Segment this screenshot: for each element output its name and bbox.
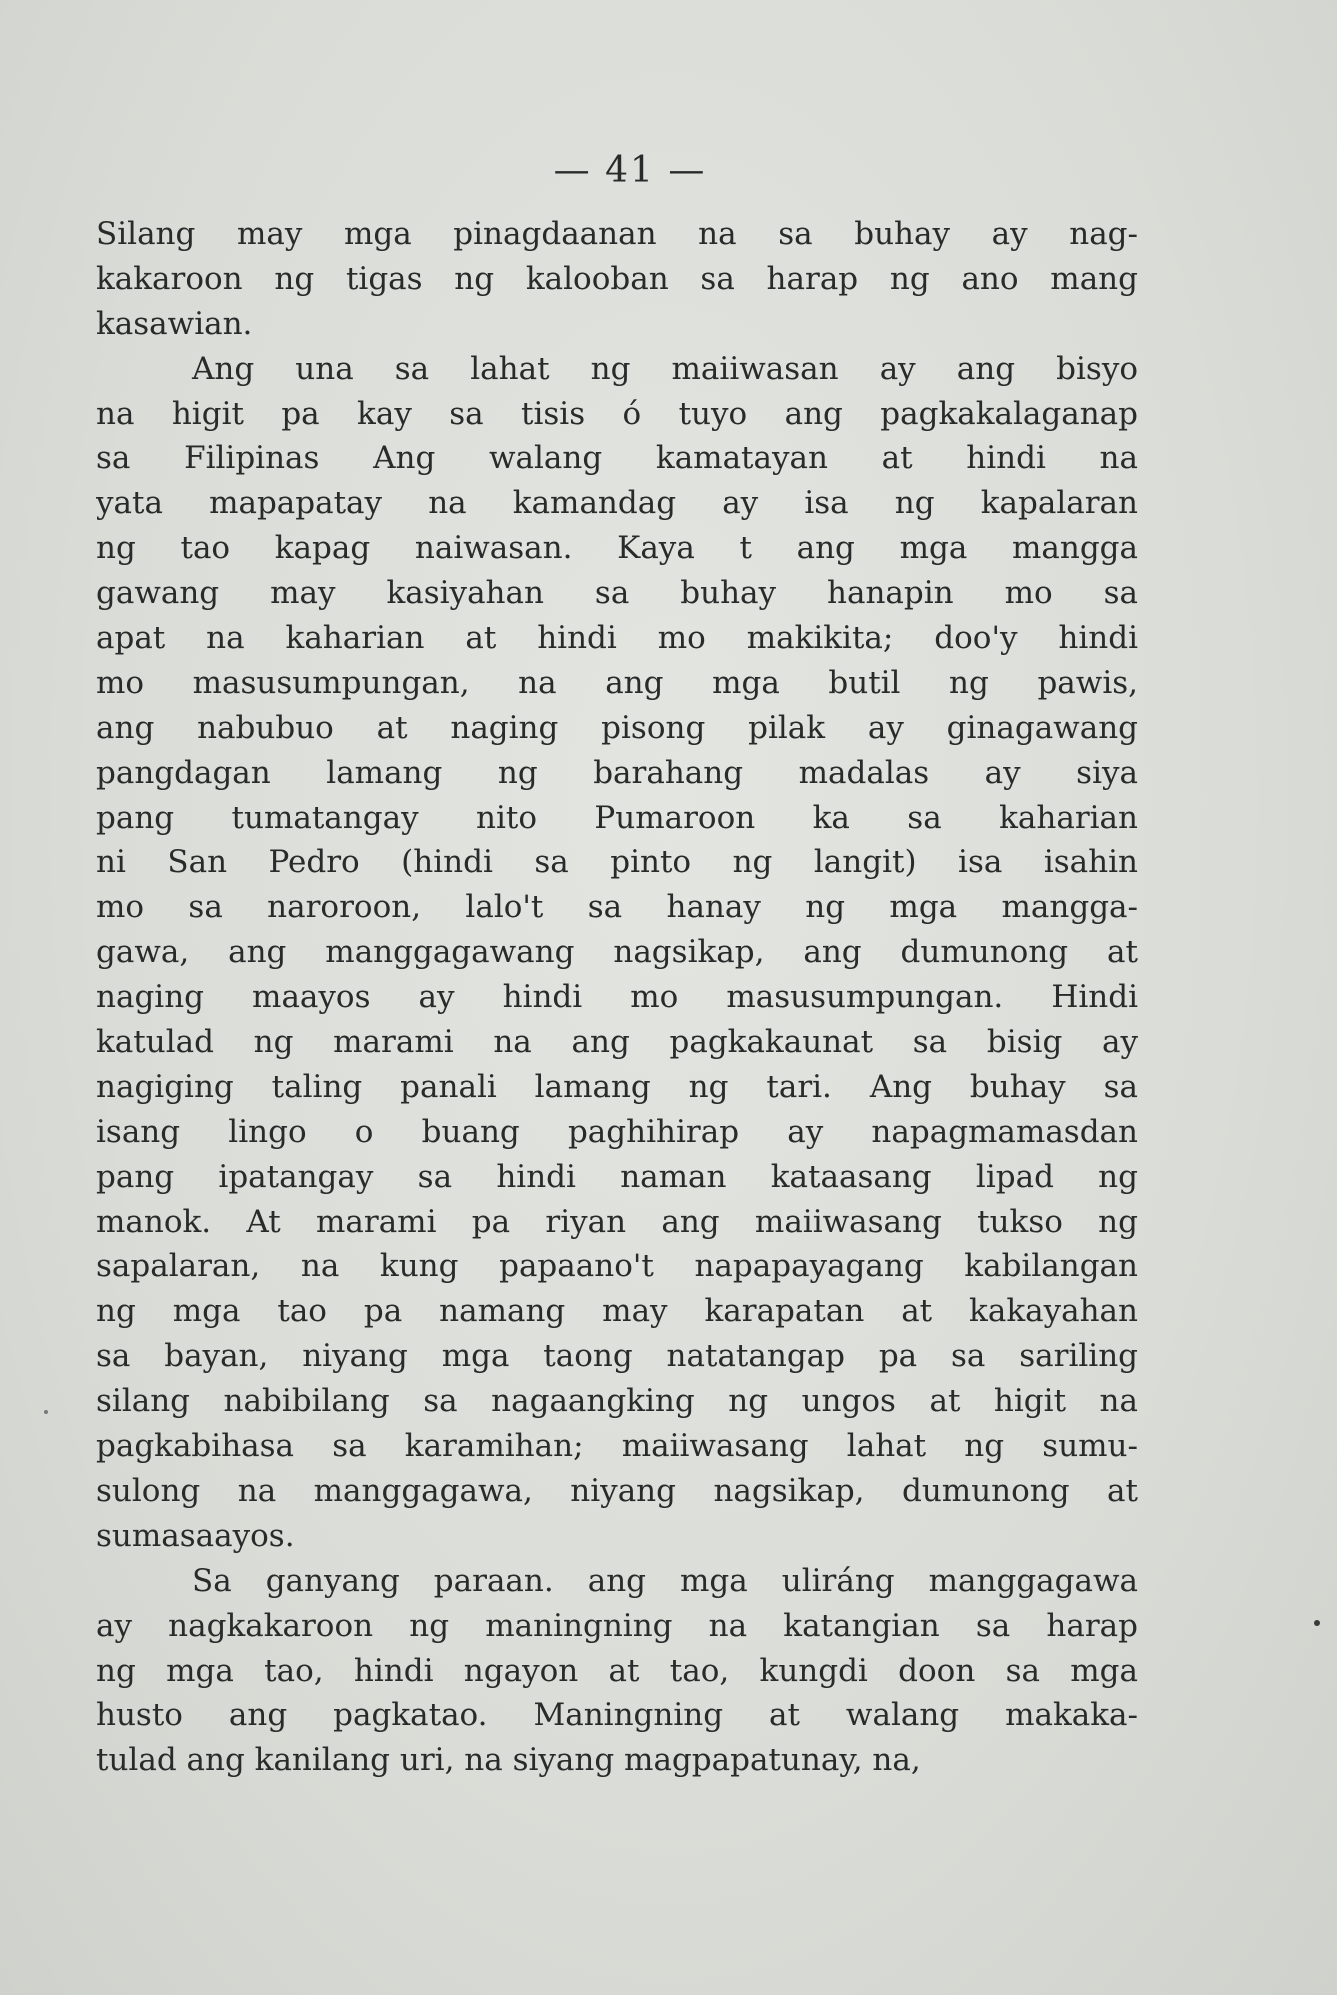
text-line: pang ipatangay sa hindi naman kataasang lipad ng (96, 1158, 1138, 1195)
text-line: katulad ng marami na ang pagkakaunat sa bisig ay (96, 1024, 1138, 1061)
text-line: pagkabihasa sa karamihan; maiiwasang lahat ng sumu- (96, 1428, 1138, 1465)
text-line: Sa ganyang paraan. ang mga uliráng manggagawa (192, 1562, 1138, 1599)
text-line: silang nabibilang sa nagaangking ng ungos at higit na (96, 1383, 1138, 1420)
page-number: — 41 — (553, 150, 707, 191)
text-line: mo sa naroroon, lalo't sa hanay ng mga mangga- (96, 889, 1138, 926)
text-line: ng mga tao, hindi ngayon at tao, kungdi doon sa mga (96, 1652, 1138, 1689)
ink-speck (1314, 1620, 1320, 1626)
text-line: gawa, ang manggagawang nagsikap, ang dumunong at (96, 934, 1138, 971)
text-line: yata mapapatay na kamandag ay isa ng kapalaran (96, 485, 1138, 522)
text-line: pangdagan lamang ng barahang madalas ay siya (96, 754, 1138, 791)
text-line: husto ang pagkatao. Maningning at walang makaka- (96, 1697, 1138, 1734)
text-line: ng tao kapag naiwasan. Kaya t ang mga mangga (96, 530, 1138, 567)
text-line: sulong na manggagawa, niyang nagsikap, dumunong at (96, 1472, 1138, 1509)
text-line: kasawian. (96, 305, 253, 342)
text-line: ay nagkakaroon ng maningning na katangian sa harap (96, 1607, 1138, 1644)
text-line: ni San Pedro (hindi sa pinto ng langit) isa isahin (96, 844, 1138, 881)
text-line: Silang may mga pinagdaanan na sa buhay ay nag- (96, 216, 1138, 252)
text-line: ang nabubuo at naging pisong pilak ay ginagawang (96, 709, 1138, 746)
text-line: manok. At marami pa riyan ang maiiwasang tukso ng (96, 1203, 1138, 1240)
text-line: apat na kaharian at hindi mo makikita; doo'y hindi (96, 620, 1138, 657)
ink-speck (44, 1410, 48, 1414)
text-line: sumasaayos. (96, 1517, 295, 1554)
text-line: pang tumatangay nito Pumaroon ka sa kaharian (96, 799, 1138, 836)
text-line: naging maayos ay hindi mo masusumpungan. Hindi (96, 979, 1138, 1016)
text-line: gawang may kasiyahan sa buhay hanapin mo sa (96, 575, 1138, 612)
text-line: sa bayan, niyang mga taong natatangap pa sa sariling (96, 1338, 1138, 1375)
text-line: kakaroon ng tigas ng kalooban sa harap ng ano mang (96, 260, 1138, 297)
text-line: nagiging taling panali lamang ng tari. Ang buhay sa (96, 1068, 1138, 1105)
text-line: sapalaran, na kung papaano't napapayagang kabilangan (96, 1248, 1138, 1285)
text-line: mo masusumpungan, na ang mga butil ng pawis, (96, 664, 1138, 701)
body-text (96, 212, 1138, 1783)
text-line: sa Filipinas Ang walang kamatayan at hindi na (96, 440, 1138, 477)
text-line: na higit pa kay sa tisis ó tuyo ang pagkakalaganap (96, 395, 1138, 432)
text-line: Ang una sa lahat ng maiiwasan ay ang bisyo (192, 350, 1138, 387)
text-line: ng mga tao pa namang may karapatan at kakayahan (96, 1293, 1138, 1330)
text-line: isang lingo o buang paghihirap ay napagmamasdan (96, 1113, 1138, 1150)
text-line: tulad ang kanilang uri, na siyang magpapatunay, na, (96, 1742, 921, 1779)
